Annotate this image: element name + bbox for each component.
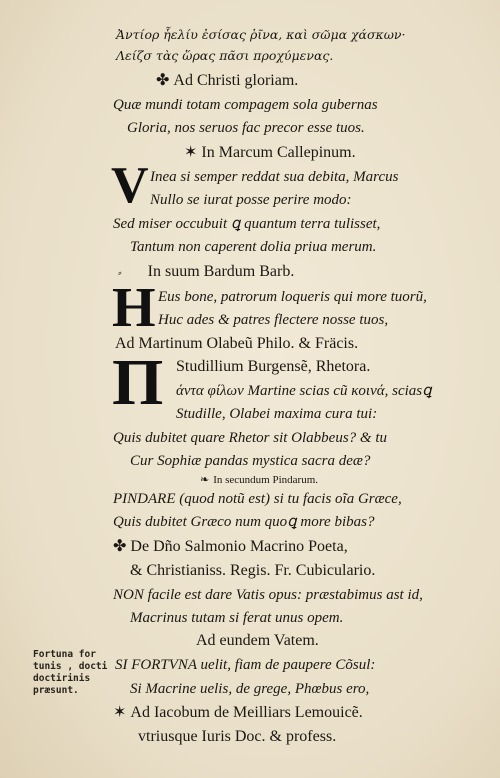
verse-line: PINDARE (quod notũ est) si tu facis oĩa Græce, (113, 491, 402, 507)
verse-line: NON facile est dare Vatis opus: præstabimus ast id, (113, 587, 423, 603)
heading-utriusque-iuris: vtriusque Iuris Doc. & profess. (138, 728, 337, 745)
leaf-ornament-icon: ❧ (200, 474, 210, 486)
verse-line: Quis dubitet quare Rhetor sit Olabbeus? & tu (113, 430, 388, 446)
verse-line: Inea si semper reddat sua debita, Marcus (150, 169, 399, 185)
heading-ad-eundem-vatem: Ad eundem Vatem. (196, 632, 319, 649)
verse-line: Quis dubitet Græco num quoꝗ more bibas? (113, 514, 375, 530)
marginal-note-line: præsunt. (33, 685, 79, 696)
greek-verse-line-1: Ἀντίορ ἧελίυ ἐσίσας ῥῖνα, καὶ σῶμα χάσκων· (116, 27, 406, 42)
verse-line: SI FORTVNA uelit, fiam de paupere Cõsul: (115, 657, 376, 673)
drop-capital-v: V (111, 157, 149, 214)
greek-verse-line-2: Λείζσ τὰς ὥρας πᾶσι προχύμενας. (116, 48, 334, 63)
verse-line: Studille, Olabei maxima cura tui: (176, 406, 378, 422)
heading-ad-christi-gloriam (156, 72, 298, 90)
verse-line: Cur Sophiæ pandas mystica sacra deæ? (130, 453, 371, 469)
verse-line: Nullo se iurat posse perire modo: (150, 192, 352, 208)
verse-line: Tantum non caperent dolia priua merum. (130, 239, 377, 255)
asterisk-ornament-icon: ✶ (184, 144, 198, 161)
verse-line: Gloria, nos seruos fac precor esse tuos. (127, 120, 365, 136)
fleuron-icon: ✤ (113, 538, 127, 555)
verse-line: Macrinus tutam si ferat unus opem. (130, 610, 344, 626)
drop-capital-h: H (112, 277, 156, 339)
marginal-note-line: Fortuna for (33, 649, 96, 660)
dash-ornament-icon: ⸗ (118, 267, 122, 279)
marginal-note-line: doctirinis (33, 673, 91, 684)
verse-line: Sed miser occubuit ꝗ quantum terra tulisset, (113, 216, 381, 232)
heading-text: In secundum Pindarum. (213, 474, 319, 486)
verse-line: Huc ades & patres flectere nosse tuos, (158, 312, 389, 328)
marginal-note-line: tunis , docti (33, 661, 108, 672)
verse-line: Eus bone, patrorum loqueris qui more tuorũ, (158, 289, 427, 305)
heading-christianiss-regis: & Christianiss. Regis. Fr. Cubiculario. (130, 562, 376, 579)
heading-in-marcum-callepinum (184, 144, 356, 162)
heading-ad-martinum-olabeum: Ad Martinum Olabeũ Philo. & Fräcis. (115, 335, 359, 352)
drop-capital-pi: Π (112, 346, 164, 419)
heading-text: In suum Bardum Barb. (147, 263, 295, 280)
heading-text: De Dño Salmonio Macrino Poeta, (130, 538, 348, 555)
heading-studillium-burgensem: Studillium Burgensẽ, Rhetora. (176, 358, 371, 375)
verse-line: Si Macrine uelis, de grege, Phœbus ero, (130, 681, 370, 697)
heading-in-secundum-pindarum (200, 471, 318, 489)
verse-line: Quæ mundi totam compagem sola gubernas (113, 97, 378, 113)
fleuron-icon: ✤ (156, 72, 170, 89)
heading-de-salmonio-macrino (113, 538, 348, 556)
heading-text: Ad Christi gloriam. (173, 72, 299, 89)
verse-line: άντα φίλων Martine scias cũ κοινά, sciasꝗ (176, 383, 432, 399)
heading-text: In Marcum Callepinum. (201, 144, 356, 161)
heading-ad-iacobum-meilliars (113, 704, 363, 722)
marginal-note (33, 649, 107, 697)
heading-text: Ad Iacobum de Meilliars Lemouicẽ. (130, 704, 363, 721)
asterisk-ornament-icon: ✶ (113, 704, 127, 721)
